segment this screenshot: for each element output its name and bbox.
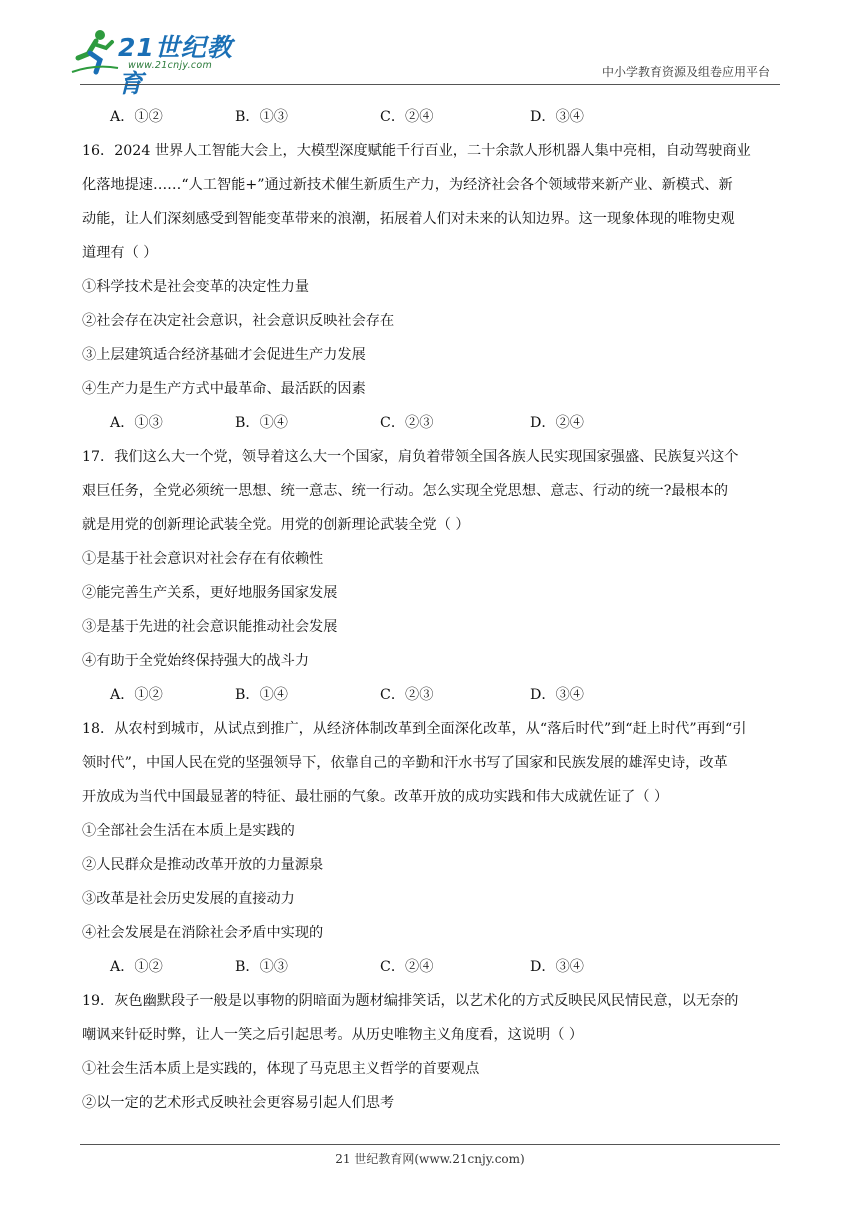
statement-item: ①社会生活本质上是实践的，体现了马克思主义哲学的首要观点 bbox=[82, 1061, 480, 1077]
statement-item: ④有助于全党始终保持强大的战斗力 bbox=[82, 653, 310, 669]
statement-item: ③改革是社会历史发展的直接动力 bbox=[82, 891, 295, 907]
runner-logo-icon bbox=[70, 28, 120, 76]
option-d: D．③④ bbox=[530, 687, 584, 703]
question-stem-line: 化落地提速……“人工智能+”通过新技术催生新质生产力，为经济社会各个领域带来新产业、新模式、新 bbox=[82, 177, 733, 193]
option-c: C．②③ bbox=[380, 687, 434, 703]
answer-options bbox=[82, 678, 782, 712]
option-a: A．①② bbox=[110, 687, 163, 703]
platform-tagline: 中小学教育资源及组卷应用平台 bbox=[601, 65, 770, 79]
page-header bbox=[0, 0, 860, 98]
option-d: D．②④ bbox=[530, 415, 584, 431]
option-a: A．①② bbox=[110, 959, 163, 975]
answer-options bbox=[82, 950, 782, 984]
question-content bbox=[82, 100, 782, 1120]
option-a: A．①② bbox=[110, 109, 163, 125]
answer-options bbox=[82, 406, 782, 440]
footer-divider bbox=[80, 1144, 780, 1145]
option-b: B．①③ bbox=[235, 109, 288, 125]
question-stem-line: 艰巨任务，全党必须统一思想、统一意志、统一行动。怎么实现全党思想、意志、行动的统一?最根本的 bbox=[82, 483, 729, 499]
statement-item: ②以一定的艺术形式反映社会更容易引起人们思考 bbox=[82, 1095, 395, 1111]
question-stem-line: 嘲讽来针砭时弊，让人一笑之后引起思考。从历史唯物主义角度看，这说明（ ） bbox=[82, 1027, 584, 1043]
statement-item: ②能完善生产关系，更好地服务国家发展 bbox=[82, 585, 338, 601]
statement-item: ①全部社会生活在本质上是实践的 bbox=[82, 823, 295, 839]
statement-item: ③是基于先进的社会意识能推动社会发展 bbox=[82, 619, 338, 635]
question-stem-line: 开放成为当代中国最显著的特征、最壮丽的气象。改革开放的成功实践和伟大成就佐证了（ ） bbox=[82, 789, 669, 805]
option-a: A．①③ bbox=[110, 415, 163, 431]
option-b: B．①④ bbox=[235, 687, 288, 703]
statement-item: ①科学技术是社会变革的决定性力量 bbox=[82, 279, 310, 295]
question-19 bbox=[82, 984, 782, 1120]
question-16 bbox=[82, 134, 782, 440]
option-c: C．②④ bbox=[380, 959, 434, 975]
option-d: D．③④ bbox=[530, 109, 584, 125]
statement-item: ①是基于社会意识对社会存在有依赖性 bbox=[82, 551, 324, 567]
question-stem-line: 19．灰色幽默段子一般是以事物的阴暗面为题材编排笑话，以艺术化的方式反映民风民情民意，以无奈的 bbox=[82, 993, 739, 1009]
statement-item: ④社会发展是在消除社会矛盾中实现的 bbox=[82, 925, 324, 941]
question-18 bbox=[82, 712, 782, 984]
option-d: D．③④ bbox=[530, 959, 584, 975]
site-logo[interactable] bbox=[70, 28, 240, 98]
question-stem-line: 16．2024 世界人工智能大会上，大模型深度赋能千行百业，二十余款人形机器人集中亮相，自动驾驶商业 bbox=[82, 143, 751, 159]
q15-options bbox=[82, 100, 782, 134]
option-b: B．①④ bbox=[235, 415, 288, 431]
question-stem-line: 领时代”，中国人民在党的坚强领导下，依靠自己的辛勤和汗水书写了国家和民族发展的雄浑史诗，改革 bbox=[82, 755, 728, 771]
option-c: C．②④ bbox=[380, 109, 434, 125]
logo-url: www.21cnjy.com bbox=[128, 60, 213, 71]
question-stem-line: 动能，让人们深刻感受到智能变革带来的浪潮，拓展着人们对未来的认知边界。这一现象体现的唯物史观 bbox=[82, 211, 735, 227]
option-b: B．①③ bbox=[235, 959, 288, 975]
statement-item: ②人民群众是推动改革开放的力量源泉 bbox=[82, 857, 324, 873]
option-c: C．②③ bbox=[380, 415, 434, 431]
question-stem-line: 18．从农村到城市，从试点到推广，从经济体制改革到全面深化改革，从“落后时代”到“赶上时代”再到“引 bbox=[82, 721, 747, 737]
statement-item: ④生产力是生产方式中最革命、最活跃的因素 bbox=[82, 381, 366, 397]
logo-text: 21世纪教育 bbox=[118, 33, 233, 98]
question-17 bbox=[82, 440, 782, 712]
page-footer[interactable]: 21 世纪教育网(www.21cnjy.com) bbox=[335, 1152, 525, 1166]
question-stem-line: 就是用党的创新理论武装全党。用党的创新理论武装全党（ ） bbox=[82, 517, 470, 533]
question-stem-line: 道理有（ ） bbox=[82, 245, 158, 261]
statement-item: ②社会存在决定社会意识，社会意识反映社会存在 bbox=[82, 313, 395, 329]
header-divider bbox=[80, 84, 780, 85]
question-stem-line: 17．我们这么大一个党，领导着这么大一个国家，肩负着带领全国各族人民实现国家强盛、民族复兴这个 bbox=[82, 449, 739, 465]
statement-item: ③上层建筑适合经济基础才会促进生产力发展 bbox=[82, 347, 366, 363]
